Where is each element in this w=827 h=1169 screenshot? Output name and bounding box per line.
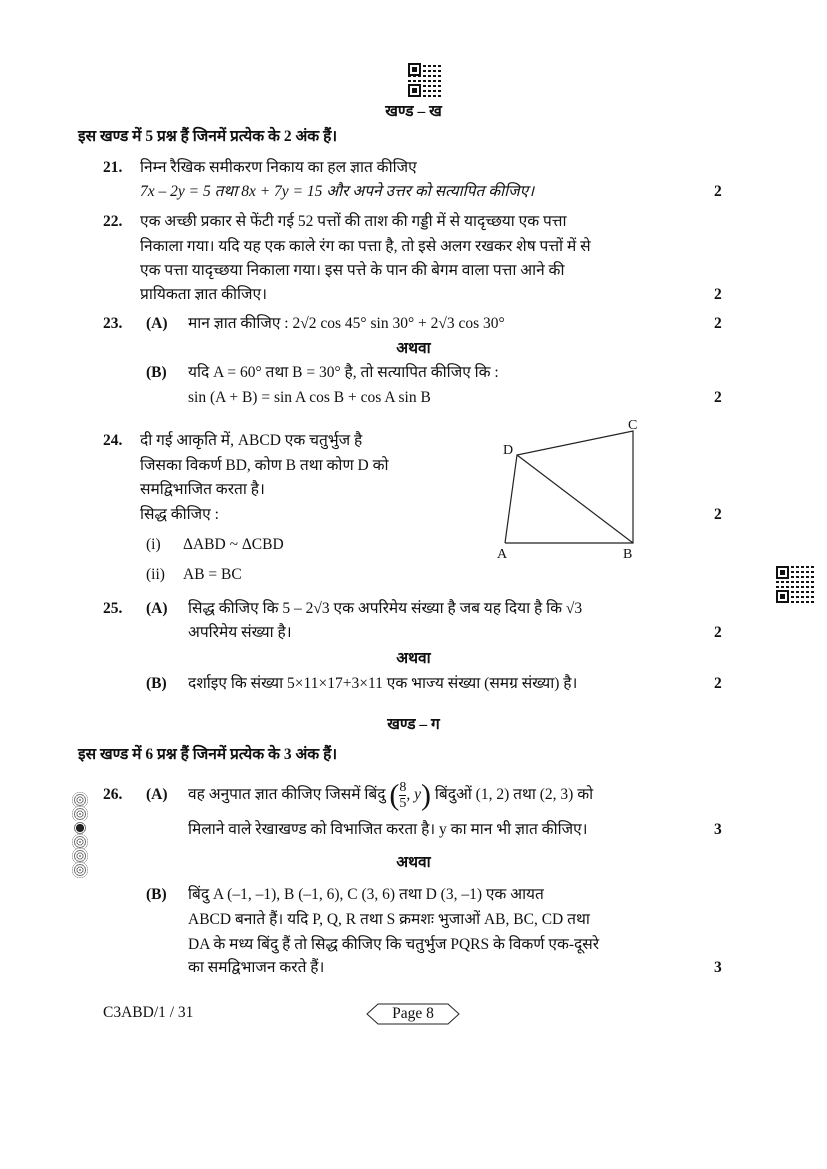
q22-line: एक अच्छी प्रकार से फेंटी गई 52 पत्तों की ताश की गड्डी में से यादृच्छया एक पत्ता (140, 213, 567, 230)
q24-line: जिसका विकर्ण BD, कोण B तथा कोण D को (140, 457, 389, 474)
diagonal-bd (517, 455, 633, 543)
page-number: Page 8 (392, 1005, 434, 1022)
q22-line: प्रायिकता ज्ञात कीजिए। (140, 286, 268, 303)
q24-ii-label: (ii) (146, 566, 165, 583)
q22-line: निकाला गया। यदि यह एक काले रंग का पत्ता है, तो इसे अलग रखकर शेष पत्तों में से (140, 238, 591, 255)
q25-a-marks: 2 (714, 624, 722, 641)
paper-code: C3ABD/1 / 31 (103, 1004, 194, 1021)
q26-or: अथवा (396, 854, 431, 871)
q23-or: अथवा (396, 340, 431, 357)
q26-b-line: DA के मध्य बिंदु हैं तो सिद्ध कीजिए कि चतुर्भुज PQRS के विकर्ण एक-दूसरे (188, 936, 600, 953)
q24-i-label: (i) (146, 536, 161, 553)
q26-a-post: बिंदुओं (1, 2) तथा (2, 3) को (434, 786, 594, 803)
label-c: C (628, 418, 638, 433)
q21-marks: 2 (714, 183, 722, 200)
q26-a-line2: मिलाने वाले रेखाखण्ड को विभाजित करता है। y का मान भी ज्ञात कीजिए। (188, 821, 588, 838)
label-a: A (497, 547, 508, 562)
q23-b-identity: sin (A + B) = sin A cos B + cos A sin B (188, 389, 431, 406)
q23-b-text: यदि A = 60° तथा B = 30° है, तो सत्यापित कीजिए कि : (188, 364, 499, 381)
q23-b-label: (B) (146, 364, 167, 381)
q25-b-text: दर्शाइए कि संख्या 5×11×17+3×11 एक भाज्य संख्या (समग्र संख्या) है। (188, 675, 578, 692)
q26-b-label: (B) (146, 886, 167, 903)
q26-a-pre: वह अनुपात ज्ञात कीजिए जिसमें बिंदु (188, 786, 386, 803)
q26-a-marks: 3 (714, 821, 722, 838)
q26-b-line: का समद्विभाजन करते हैं। (188, 959, 325, 976)
q26-number: 26. (103, 786, 123, 803)
numerator: 8 (399, 779, 407, 795)
q22-number: 22. (103, 213, 123, 230)
label-d: D (503, 443, 514, 458)
q26-b-line: ABCD बनाते हैं। यदि P, Q, R तथा S क्रमशः भुजाओं AB, BC, CD तथा (188, 911, 590, 928)
q22-line: एक पत्ता यादृच्छया निकाला गया। इस पत्ते के पान की बेगम वाला पत्ता आने की (140, 262, 565, 279)
q25-b-label: (B) (146, 675, 167, 692)
q24-ii-text: AB = BC (183, 566, 242, 583)
qr-code-icon (408, 63, 442, 97)
q21-equation: 7x – 2y = 5 तथा 8x + 7y = 15 और अपने उत्तर को सत्यापित कीजिए। (140, 183, 535, 200)
q23-a-marks: 2 (714, 315, 722, 332)
section-c-intro: इस खण्ड में 6 प्रश्न हैं जिनमें प्रत्येक के 3 अंक हैं। (78, 746, 338, 763)
section-c-title: खण्ड – ग (387, 716, 440, 733)
q23-a-label: (A) (146, 315, 168, 332)
q24-line: दी गई आकृति में, ABCD एक चतुर्भुज है (140, 432, 363, 449)
q25-b-marks: 2 (714, 675, 722, 692)
q26-a-text: वह अनुपात ज्ञात कीजिए जिसमें बिंदु ( $\frac{8}{5}$ , y) बिंदुओं (1, 2) तथा (2, 3) को (188, 778, 594, 812)
label-b: B (623, 547, 633, 562)
q23-a-text: मान ज्ञात कीजिए : 2√2 cos 45° sin 30° + 2√3 cos 30° (188, 315, 505, 332)
q21-number: 21. (103, 159, 123, 176)
q25-a-text: अपरिमेय संख्या है। (188, 624, 292, 641)
y-variable: , y (406, 786, 421, 803)
section-b-intro: इस खण्ड में 5 प्रश्न हैं जिनमें प्रत्येक के 2 अंक हैं। (78, 128, 338, 145)
section-b-title: खण्ड – ख (385, 103, 442, 120)
q21-text: निम्न रैखिक समीकरण निकाय का हल ज्ञात कीजिए (140, 159, 417, 176)
q25-or: अथवा (396, 650, 431, 667)
q24-line: समद्विभाजित करता है। (140, 481, 265, 498)
q26-b-line: बिंदु A (–1, –1), B (–1, 6), C (3, 6) तथा D (3, –1) एक आयत (188, 886, 544, 903)
q25-a-label: (A) (146, 600, 168, 617)
q24-number: 24. (103, 432, 123, 449)
denominator: 5 (399, 795, 407, 811)
q25-number: 25. (103, 600, 123, 617)
q24-i-text: ΔABD ~ ΔCBD (183, 536, 284, 553)
q23-b-marks: 2 (714, 389, 722, 406)
side-qr-code-icon (776, 566, 814, 603)
quadrilateral-abcd (505, 431, 633, 543)
q26-a-label: (A) (146, 786, 168, 803)
q24-marks: 2 (714, 506, 722, 523)
q22-marks: 2 (714, 286, 722, 303)
q24-line: सिद्ध कीजिए : (140, 506, 219, 523)
q26-b-marks: 3 (714, 959, 722, 976)
q25-a-text: सिद्ध कीजिए कि 5 – 2√3 एक अपरिमेय संख्या है जब यह दिया है कि √3 (188, 600, 583, 617)
q23-number: 23. (103, 315, 123, 332)
